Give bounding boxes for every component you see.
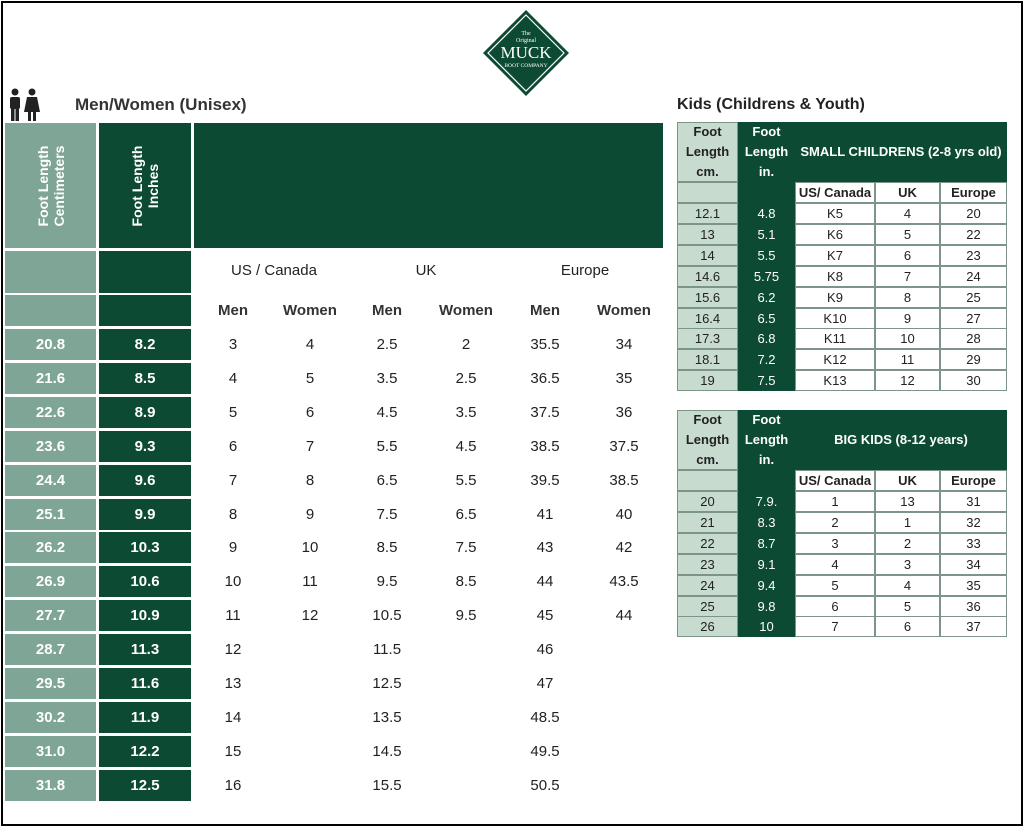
big-kids-table [677,410,1007,634]
kids-cell: 15.6 [677,287,738,308]
kids-cell: 9.8 [738,596,795,617]
size-cell-eu-w: 34 [615,336,633,353]
size-cell-uk-w: 2.5 [455,369,477,387]
kids-cell: 6.2 [738,287,795,308]
size-cell-uk-m: 9.5 [376,573,398,591]
group-us-canada: US / Canada [231,262,317,279]
kids-cell: 17.3 [677,328,738,349]
kids-cell: 11 [875,349,940,370]
kids-cell: 20 [677,491,738,512]
foot-length-in-cell: 12.2 [99,736,191,767]
foot-length-cm-cell: 25.1 [5,499,96,530]
foot-length-in-cell: 9.3 [99,431,191,462]
kids-cell: 1 [795,491,875,512]
size-cell-us-m: 14 [224,708,242,726]
kids-cell: 20 [940,203,1007,224]
size-cell-uk-m: 12.5 [372,675,402,692]
kids-cell: 14.6 [677,266,738,287]
svg-text:BOOT COMPANY: BOOT COMPANY [504,63,548,69]
size-cell-us-w: 8 [305,471,315,489]
size-cell-eu-m: 50.5 [530,776,560,794]
size-cell-us-w [280,736,340,767]
kids-cell: 6.5 [738,308,795,329]
kids-cell: 7.9. [738,491,795,512]
kids-cell: 10 [738,616,795,637]
size-cell-uk-w: 9.5 [455,607,477,625]
kids-cell: 8.7 [738,533,795,554]
size-cell-uk-w: 2 [461,336,471,353]
foot-length-in-cell: 12.5 [99,770,191,801]
size-cell-us-m: 13 [224,675,242,692]
subhead-women: Women [439,302,493,319]
sub-spacer [738,470,795,491]
kids-cell: 5.75 [738,266,795,287]
kids-cell: 12 [875,370,940,391]
size-cell-us-w: 7 [305,437,315,455]
foot-length-cm-cell: 22.6 [5,397,96,428]
kids-cell: 9.4 [738,575,795,596]
table-row [0,668,670,699]
kids-cell: 9.1 [738,554,795,575]
kids-cell: 2 [795,512,875,533]
kids-cell: K11 [795,328,875,349]
size-cell-eu-m: 41 [536,505,554,523]
size-cell-eu-m: 46 [536,641,554,659]
size-cell-uk-m: 4.5 [376,403,398,421]
foot-length-in-cell: 9.6 [99,465,191,496]
group-uk: UK [415,262,437,279]
kids-cell: 9 [875,308,940,329]
foot-length-cm-cell: 26.2 [5,532,96,563]
size-cell-eu-w: 43.5 [609,573,639,591]
size-cell-uk-m: 6.5 [376,471,398,489]
size-cell-uk-w [436,736,496,767]
subhead-women: Women [597,302,651,319]
size-cell-uk-w: 4.5 [455,437,477,455]
size-cell-eu-m: 49.5 [530,742,560,760]
kids-cell: 35 [940,575,1007,596]
kids-cell: 28 [940,328,1007,349]
foot-length-cm-cell: 23.6 [5,431,96,462]
table-row [0,566,670,597]
size-cell-us-m: 11 [225,607,241,625]
size-cell-eu-m: 39.5 [530,471,560,489]
small-childrens-table [677,122,1007,390]
size-cell-us-m: 15 [224,742,242,760]
kids-cell: 6.8 [738,328,795,349]
kids-cell: 34 [940,554,1007,575]
kids-cell: 27 [940,308,1007,329]
size-cell-eu-w: 42 [615,539,633,557]
size-cell-us-m: 5 [228,403,238,421]
kids-cell: 5.1 [738,224,795,245]
size-cell-eu-w: 35 [615,369,633,387]
kids-cell: 8.3 [738,512,795,533]
foot-length-in-cell: 10.6 [99,566,191,597]
size-cell-us-m: 6 [228,437,238,455]
size-cell-uk-w: 7.5 [455,539,477,557]
kids-cell: 18.1 [677,349,738,370]
table-row [0,499,670,530]
cm-spacer [5,295,96,326]
table-row [0,736,670,767]
kids-section-title: Kids (Childrens & Youth) [677,96,865,113]
kids-cell: 10 [875,328,940,349]
size-cell-eu-w [594,702,654,733]
table-row [0,532,670,563]
foot-length-in-cell: 8.5 [99,363,191,394]
kids-cell: 12.1 [677,203,738,224]
svg-text:Original: Original [516,38,536,44]
kids-cell: 7 [795,616,875,637]
big-foot-cm-header: Foot Length cm. [677,410,738,470]
kids-cell: 37 [940,616,1007,637]
size-cell-us-w: 10 [301,539,319,557]
size-cell-eu-m: 35.5 [530,336,560,353]
kids-cell: 2 [875,533,940,554]
kids-cell: 3 [875,554,940,575]
kids-cell: 5 [795,575,875,596]
foot-length-in-cell: 8.2 [99,329,191,360]
foot-length-in-header: Foot Length Inches [99,123,191,248]
size-cell-uk-m: 10.5 [372,607,402,625]
foot-length-cm-cell: 24.4 [5,465,96,496]
size-cell-uk-w: 5.5 [455,471,477,489]
kids-cell: 5 [875,596,940,617]
kids-cell: 14 [677,245,738,266]
kids-cell: 22 [677,533,738,554]
subhead-women: Women [283,302,337,319]
table-row [0,770,670,801]
small-childrens-banner: SMALL CHILDRENS (2-8 yrs old) [795,122,1007,182]
kids-cell: 7.2 [738,349,795,370]
kids-cell: 32 [940,512,1007,533]
foot-length-cm-cell: 31.0 [5,736,96,767]
kids-cell: 4.8 [738,203,795,224]
kids-cell: 1 [875,512,940,533]
kids-cell: 13 [677,224,738,245]
sub-spacer [677,182,738,203]
kids-cell: 24 [940,266,1007,287]
size-cell-us-w: 5 [305,369,315,387]
table-row [0,634,670,665]
small-foot-cm-header: Foot Length cm. [677,122,738,182]
size-cell-eu-m: 37.5 [530,403,560,421]
size-cell-us-w [280,634,340,665]
size-cell-eu-w: 36 [615,403,633,421]
size-cell-uk-m: 2.5 [376,336,398,353]
kids-cell: 24 [677,575,738,596]
foot-length-in-cell: 10.3 [99,532,191,563]
adult-section-title: Men/Women (Unisex) [75,95,247,114]
kids-cell: K8 [795,266,875,287]
kids-cell: 6 [875,245,940,266]
kids-subhead: Europe [940,470,1007,491]
size-cell-uk-w [436,634,496,665]
size-cell-us-m: 3 [228,336,238,353]
small-foot-in-header: Foot Length in. [738,122,795,182]
subhead-men: Men [218,302,248,319]
size-cell-us-m: 10 [224,573,242,591]
size-cell-us-w: 4 [305,336,315,353]
kids-cell: 4 [875,575,940,596]
kids-cell: K12 [795,349,875,370]
kids-cell: 16.4 [677,308,738,329]
foot-length-cm-cell: 27.7 [5,600,96,631]
kids-subhead: US/ Canada [795,182,875,203]
size-cell-us-w [280,702,340,733]
table-row [0,465,670,496]
foot-length-in-cell: 10.9 [99,600,191,631]
size-cell-uk-w [436,770,496,801]
sub-spacer [677,470,738,491]
muck-boot-logo [481,8,571,98]
size-cell-us-m: 16 [224,776,242,794]
foot-length-in-cell: 9.9 [99,499,191,530]
size-cell-uk-w: 6.5 [455,505,477,523]
kids-cell: 8 [875,287,940,308]
kids-cell: 4 [795,554,875,575]
svg-text:MUCK: MUCK [500,43,552,62]
kids-cell: 5 [875,224,940,245]
size-cell-eu-w [594,736,654,767]
foot-length-in-cell: 11.3 [99,634,191,665]
size-cell-uk-m: 15.5 [372,776,402,794]
foot-length-cm-cell: 29.5 [5,668,96,699]
foot-length-cm-cell: 31.8 [5,770,96,801]
table-row [0,329,670,360]
size-cell-eu-w [594,770,654,801]
size-cell-uk-m: 8.5 [376,539,398,557]
table-row [0,702,670,733]
size-cell-uk-w [436,668,496,699]
subhead-men: Men [530,302,560,319]
kids-subhead: US/ Canada [795,470,875,491]
foot-length-cm-cell: 30.2 [5,702,96,733]
size-cell-uk-m: 14.5 [372,742,402,760]
table-row [0,363,670,394]
size-cell-eu-w [594,634,654,665]
kids-cell: 31 [940,491,1007,512]
kids-cell: K13 [795,370,875,391]
table-row [0,431,670,462]
size-cell-eu-m: 44 [536,573,554,591]
size-cell-us-w [280,770,340,801]
kids-cell: 13 [875,491,940,512]
foot-length-in-cell: 8.9 [99,397,191,428]
kids-cell: 19 [677,370,738,391]
size-cell-eu-m: 45 [536,607,554,625]
kids-cell: 21 [677,512,738,533]
kids-cell: 4 [875,203,940,224]
size-cell-us-m: 4 [228,369,238,387]
size-cell-uk-w: 3.5 [455,403,477,421]
kids-cell: K9 [795,287,875,308]
kids-cell: 23 [940,245,1007,266]
size-cell-eu-m: 38.5 [530,437,560,455]
kids-cell: 6 [795,596,875,617]
kids-cell: 36 [940,596,1007,617]
size-cell-us-m: 8 [228,505,238,523]
size-cell-uk-m: 5.5 [376,437,398,455]
kids-cell: K7 [795,245,875,266]
foot-length-in-cell: 11.9 [99,702,191,733]
kids-subhead: Europe [940,182,1007,203]
foot-length-cm-header: Foot Length Centimeters [5,123,96,248]
size-cell-us-m: 12 [224,641,242,659]
big-foot-in-header: Foot Length in. [738,410,795,470]
table-row [0,397,670,428]
size-cell-us-m: 7 [228,471,238,489]
subhead-men: Men [372,302,402,319]
kids-cell: 25 [677,596,738,617]
size-cell-us-m: 9 [228,539,238,557]
kids-cell: 7 [875,266,940,287]
kids-cell: 7.5 [738,370,795,391]
svg-text:The: The [521,31,531,37]
size-cell-us-w: 12 [301,607,319,625]
size-cell-eu-w: 40 [615,505,633,523]
size-cell-us-w [280,668,340,699]
big-kids-banner: BIG KIDS (8-12 years) [795,410,1007,470]
in-spacer [99,295,191,326]
size-cell-uk-w [436,702,496,733]
kids-cell: 22 [940,224,1007,245]
kids-cell: 33 [940,533,1007,554]
size-cell-eu-w: 37.5 [609,437,639,455]
kids-cell: 30 [940,370,1007,391]
size-cell-eu-w: 44 [615,607,633,625]
kids-cell: 29 [940,349,1007,370]
size-cell-us-w: 11 [302,573,318,591]
cm-spacer [5,251,96,293]
kids-subhead: UK [875,470,940,491]
size-cell-uk-m: 13.5 [372,708,402,726]
kids-cell: K5 [795,203,875,224]
people-icon [6,88,42,122]
kids-cell: K6 [795,224,875,245]
size-cell-eu-m: 47 [536,675,554,692]
adult-header-banner [194,123,663,248]
kids-subhead: UK [875,182,940,203]
kids-cell: 25 [940,287,1007,308]
kids-cell: 23 [677,554,738,575]
foot-length-in-cell: 11.6 [99,668,191,699]
size-cell-uk-w: 8.5 [455,573,477,591]
foot-length-cm-cell: 28.7 [5,634,96,665]
in-spacer [99,251,191,293]
size-cell-eu-w [594,668,654,699]
foot-length-cm-cell: 20.8 [5,329,96,360]
kids-cell: 3 [795,533,875,554]
foot-length-cm-cell: 26.9 [5,566,96,597]
size-cell-uk-m: 7.5 [376,505,398,523]
size-cell-eu-m: 48.5 [530,708,560,726]
kids-cell: 26 [677,616,738,637]
sub-spacer [738,182,795,203]
size-cell-uk-m: 3.5 [376,369,398,387]
group-europe: Europe [560,262,610,279]
kids-cell: 5.5 [738,245,795,266]
kids-cell: K10 [795,308,875,329]
size-cell-us-w: 9 [305,505,315,523]
size-cell-us-w: 6 [305,403,315,421]
size-cell-eu-m: 43 [536,539,554,557]
size-cell-eu-w: 38.5 [609,471,639,489]
kids-cell: 6 [875,616,940,637]
size-cell-uk-m: 11.5 [372,641,402,659]
foot-length-cm-cell: 21.6 [5,363,96,394]
table-row [0,600,670,631]
size-cell-eu-m: 36.5 [530,369,560,387]
